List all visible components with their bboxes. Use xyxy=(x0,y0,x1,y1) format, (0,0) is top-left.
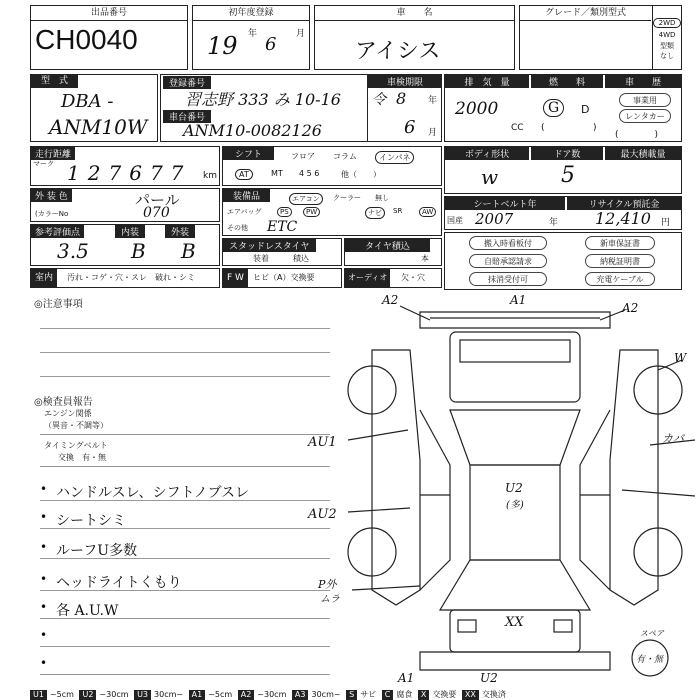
drive-type-class: 型類 xyxy=(660,42,674,50)
mileage-digit: 2 xyxy=(87,161,109,185)
seatbelt-nen: 年 xyxy=(549,218,559,228)
exterior-color-box xyxy=(30,188,220,222)
car-name-value: アイシス xyxy=(355,39,441,64)
first-reg-tsuki: 月 xyxy=(296,29,306,39)
equipment-other-label: その他 xyxy=(227,224,248,232)
legend-code: S xyxy=(346,690,357,700)
lot-number-label: 出品番号 xyxy=(31,6,187,21)
mileage-label: 走行距離 xyxy=(31,147,75,160)
legend-desc: 30cm~ xyxy=(154,690,184,699)
history-other: ( ) xyxy=(615,130,659,140)
first-reg-year: 19 xyxy=(207,32,238,60)
bullet: • xyxy=(40,656,48,670)
model-line2: ANM10W xyxy=(49,115,148,139)
legend-code: X xyxy=(418,690,429,700)
equipment-ps: PS xyxy=(277,207,292,217)
rear-light-right xyxy=(554,620,572,632)
mileage-mark: マーク xyxy=(33,160,54,168)
note-line xyxy=(40,328,330,329)
mileage-digit: 6 xyxy=(129,161,150,185)
score-label: 参考評価点 xyxy=(31,225,84,238)
seatbelt-label: シートベルト年 xyxy=(445,197,565,210)
engine-fuel-history-box xyxy=(444,74,682,142)
exterior-color-label: 外 装 色 xyxy=(31,189,72,202)
note-line xyxy=(40,590,330,591)
model-line1: DBA - xyxy=(61,91,114,112)
legend-desc: 30cm~ xyxy=(311,690,341,699)
right-doors xyxy=(580,410,610,590)
spare-label: スペア xyxy=(640,629,664,638)
mileage-unit: km xyxy=(203,171,217,181)
first-reg-month: 6 xyxy=(265,34,277,55)
grade-box xyxy=(519,5,682,70)
inspection-tsuki: 月 xyxy=(428,128,438,138)
doc-charge-cable: 充電ケーブル xyxy=(585,272,655,286)
windshield-box xyxy=(222,268,342,288)
doc-warranty: 新車保証書 xyxy=(585,236,655,250)
color-no-value: 070 xyxy=(143,205,170,221)
recycle-value: 12,410 xyxy=(595,209,651,228)
legend-code: A3 xyxy=(292,690,309,700)
inspector-item: ハンドルスレ、シフトノブスレ xyxy=(56,485,250,501)
first-registration-label: 初年度登録 xyxy=(193,6,309,21)
inspection-label: 車検期限 xyxy=(368,75,442,88)
legend-desc: ~30cm xyxy=(99,690,129,699)
notes-heading: ◎注意事項 xyxy=(34,299,83,310)
damage-u2-bottom: U2 xyxy=(480,671,498,685)
engine-label: エンジン関係 xyxy=(44,409,92,418)
interior-label: 内装 xyxy=(115,225,145,238)
damage-xx: XX xyxy=(505,615,524,630)
legend-code: A2 xyxy=(238,690,255,700)
drive-2wd: 2WD xyxy=(653,18,681,28)
damage-a1-bottom: A1 xyxy=(398,671,415,685)
seatbelt-recycle-box xyxy=(444,196,682,230)
mileage-box xyxy=(30,146,220,186)
note-line xyxy=(40,376,330,377)
interior-condition-label: 室内 xyxy=(31,269,57,287)
shift-box xyxy=(222,146,442,186)
shift-floor: フロア xyxy=(291,152,315,161)
damage-a1-top: A1 xyxy=(510,293,527,307)
shift-at: AT xyxy=(235,169,253,180)
shift-dash: インパネ xyxy=(375,151,414,164)
tire-load-value: 本 xyxy=(421,254,429,263)
note-line xyxy=(40,466,330,467)
legend-desc: ~5cm xyxy=(49,690,74,699)
equipment-label: 装備品 xyxy=(223,189,270,202)
legend-code: C xyxy=(382,690,394,700)
bullet: • xyxy=(40,510,48,524)
recycle-label: リサイクル預託金 xyxy=(567,197,681,210)
interior-condition-box xyxy=(30,268,220,288)
documents-box xyxy=(444,232,682,290)
seatbelt-value: 2007 xyxy=(475,210,514,228)
grade-label: グレード／類別型式 xyxy=(520,6,651,21)
damage-pa-sub: ムラ xyxy=(320,594,340,605)
inspector-item: シートシミ xyxy=(56,513,126,529)
damage-a2-right: A2 xyxy=(622,301,639,315)
shift-other: 他（ ） xyxy=(341,170,381,179)
studless-box xyxy=(222,238,342,266)
shift-gears: 4 5 6 xyxy=(299,169,320,178)
damage-kaba: カバ xyxy=(662,432,684,445)
score-box xyxy=(30,224,220,266)
rear-bumper xyxy=(420,652,610,670)
first-reg-nen: 年 xyxy=(248,29,258,39)
interior-condition-items: 汚れ・コゲ・穴・スレ 破れ・シミ xyxy=(67,273,195,282)
equipment-none: 無し xyxy=(375,194,389,202)
windshield-items: ヒビ（A）交換要 xyxy=(253,273,315,282)
equipment-airbag: エアバッグ xyxy=(227,208,262,216)
history-label: 車 歴 xyxy=(605,75,681,88)
legend-desc: ~30cm xyxy=(257,690,287,699)
first-registration-box xyxy=(192,5,310,70)
inspector-item: 各 A.U.W xyxy=(56,603,119,619)
timing-belt-label: タイミングベルト xyxy=(44,441,108,450)
damage-au2: AU2 xyxy=(308,507,337,522)
equipment-aircon: エアコン xyxy=(289,193,323,205)
seatbelt-prefix: 国産 xyxy=(447,216,463,225)
equipment-other-value: ETC xyxy=(267,219,298,235)
bullet: • xyxy=(40,482,48,496)
damage-u2: U2 xyxy=(505,481,523,495)
legend-code: A1 xyxy=(189,690,206,700)
shift-column: コラム xyxy=(333,152,357,161)
studless-opt1: 装着 xyxy=(253,254,269,263)
mileage-digits xyxy=(67,161,191,185)
lot-number-value: CH0040 xyxy=(35,24,138,55)
damage-pa: P外 xyxy=(318,578,337,591)
spare-value: 有・無 xyxy=(636,655,664,665)
doc-deregistration: 抹消受付可 xyxy=(469,272,547,286)
roof-front-edge xyxy=(450,410,580,465)
inspector-heading: ◎検査員報告 xyxy=(34,397,93,408)
note-line xyxy=(40,500,330,501)
damage-u2-sub: (多) xyxy=(506,500,524,511)
equipment-aw: AW xyxy=(419,207,436,217)
chassis-label: 車台番号 xyxy=(163,110,211,123)
note-line xyxy=(40,558,330,559)
color-no-label: (カラーNo xyxy=(35,210,69,218)
inspector-item: ヘッドライトくもり xyxy=(56,575,182,591)
car-name-box xyxy=(314,5,515,70)
note-line xyxy=(40,434,330,435)
legend-desc: ~5cm xyxy=(208,690,233,699)
drive-type-column xyxy=(652,6,681,69)
legend-desc: 交換要 xyxy=(432,690,457,699)
left-doors xyxy=(420,410,450,590)
doors-value: 5 xyxy=(561,163,575,188)
note-line xyxy=(40,528,330,529)
inspection-cell xyxy=(367,75,442,141)
bullet: • xyxy=(40,540,48,554)
windshield-outline xyxy=(460,340,570,362)
timing-belt-sub: 交換 有・無 xyxy=(58,453,106,462)
doc-insurance: 自賠承認請求 xyxy=(469,254,547,268)
reg-no-value: 習志野 333 み 10-16 xyxy=(185,90,341,109)
equipment-navi: ナビ xyxy=(365,207,385,219)
legend-code: U3 xyxy=(134,690,151,700)
windshield-label: F W xyxy=(223,269,248,287)
fuel-label: 燃 料 xyxy=(531,75,603,88)
displacement-value: 2000 xyxy=(455,99,499,119)
doors-label: ドア数 xyxy=(531,147,603,160)
body-shape-value: w xyxy=(481,165,499,189)
recycle-unit: 円 xyxy=(661,218,671,228)
shift-label: シフト xyxy=(223,147,274,160)
interior-value: B xyxy=(131,239,146,263)
drive-4wd: 4WD xyxy=(658,31,676,39)
inspector-item: ルーフU多数 xyxy=(56,543,138,559)
note-line xyxy=(40,352,330,353)
bullet: • xyxy=(40,628,48,642)
bullet: • xyxy=(40,572,48,586)
inspection-month: 6 xyxy=(404,117,416,138)
legend-code: U1 xyxy=(30,690,47,700)
car-damage-diagram xyxy=(300,290,700,685)
tire-load-box xyxy=(344,238,442,266)
fuel-close-paren: ) xyxy=(593,123,597,133)
hood xyxy=(450,332,580,402)
roof xyxy=(470,465,560,560)
equipment-pw: PW xyxy=(303,207,320,217)
note-line xyxy=(40,646,330,647)
damage-w-right: W xyxy=(674,351,687,365)
exterior-score-value: B xyxy=(181,239,196,263)
equipment-box xyxy=(222,188,442,236)
shift-mt: MT xyxy=(271,169,283,178)
engine-sub: （異音・不調等） xyxy=(44,421,108,430)
body-door-capacity-box xyxy=(444,146,682,194)
fuel-gas: G xyxy=(543,99,564,117)
inspection-era: 令 xyxy=(372,92,386,108)
drive-type-none: なし xyxy=(660,52,674,60)
registration-box xyxy=(160,74,442,142)
audio-items: 欠・穴 xyxy=(401,273,425,282)
rear-light-left xyxy=(458,620,476,632)
capacity-label: 最大積載量 xyxy=(605,147,681,160)
inspection-year: 8 xyxy=(396,89,407,108)
car-name-label: 車 名 xyxy=(315,6,514,21)
mileage-digit: 7 xyxy=(149,161,171,185)
studless-label: スタッドレスタイヤ xyxy=(223,239,316,252)
history-rental: レンタカー xyxy=(619,109,671,123)
model-label: 型 式 xyxy=(31,75,78,88)
score-value: 3.5 xyxy=(57,239,89,263)
legend-desc: 腐食 xyxy=(396,690,413,699)
mileage-digit: 7 xyxy=(170,161,192,185)
front-bumper xyxy=(420,312,610,328)
studless-opt2: 積込 xyxy=(293,254,309,263)
chassis-value: ANM10-0082126 xyxy=(183,121,322,140)
legend-code: XX xyxy=(462,690,479,700)
audio-box xyxy=(344,268,442,288)
audio-label: オーディオ xyxy=(345,269,390,287)
inspection-nen: 年 xyxy=(428,96,438,106)
displacement-label: 排 気 量 xyxy=(445,75,529,88)
legend-desc: 交換済 xyxy=(481,690,506,699)
roof-rear-edge xyxy=(440,560,590,610)
exterior-score-label: 外装 xyxy=(165,225,195,238)
damage-legend xyxy=(30,690,700,700)
mileage-digit: 7 xyxy=(108,161,130,185)
note-line xyxy=(40,674,330,675)
history-business: 事業用 xyxy=(619,93,671,107)
damage-a2-left: A2 xyxy=(382,293,399,307)
note-line xyxy=(40,618,330,619)
equipment-cooler: クーラー xyxy=(333,194,361,202)
bullet: • xyxy=(40,600,48,614)
fuel-open-paren: ( xyxy=(541,123,545,133)
lot-number-box xyxy=(30,5,188,70)
legend-code: U2 xyxy=(79,690,96,700)
body-shape-label: ボディ形状 xyxy=(445,147,529,160)
damage-au1: AU1 xyxy=(308,435,337,450)
doc-signboard: 搬入時看板付 xyxy=(469,236,547,250)
exterior-color-value: パール xyxy=(135,191,180,209)
model-box xyxy=(30,74,158,142)
tire-load-label: タイヤ積込 xyxy=(345,239,430,252)
doc-tax: 納税証明書 xyxy=(585,254,655,268)
legend-desc: サビ xyxy=(360,690,377,699)
equipment-sr: SR xyxy=(393,207,403,215)
reg-no-label: 登録番号 xyxy=(163,76,211,89)
displacement-unit: CC xyxy=(511,123,524,133)
fuel-diesel: D xyxy=(581,103,590,116)
mileage-digit: 1 xyxy=(67,161,88,185)
